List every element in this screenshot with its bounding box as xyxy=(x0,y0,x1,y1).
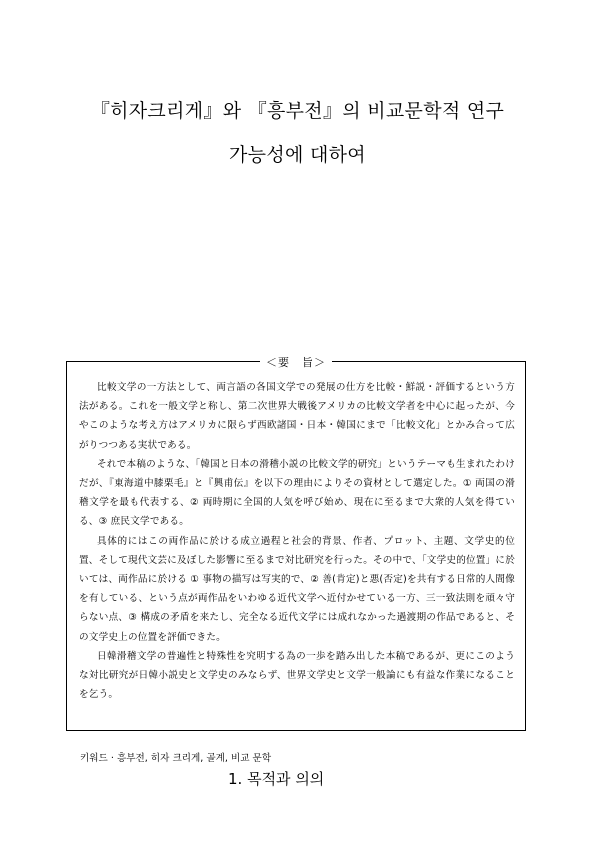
abstract-paragraph: 比較文学の一方法として、両言語の各国文学での発展の仕方を比較・鮮説・評価するという方法がある。これを一般文学と称し、第二次世界大戦後アメリカの比較文学者を中心に起ったが、今やこのような考え方はアメリカに限らず西欧諸国・日本・韓国にまで「比較文化」とかみ合って広がりつつある実状である。 xyxy=(79,382,515,451)
abstract-heading: ＜要 旨＞ xyxy=(260,354,332,370)
keywords-line: 키워드 · 흥부전, 히자 크리게, 골계, 비교 문학 xyxy=(80,753,272,764)
abstract-box xyxy=(66,356,526,731)
paper-title xyxy=(60,96,535,170)
section-heading: 1. 목적과 의의 xyxy=(228,770,325,788)
paper-title-line-2: 가능성에 대하여 xyxy=(229,144,366,166)
abstract-paragraph: それで本稿のような、「韓国と日本の滑稽小説の比較文学的研究」というテーマも生まれたわけだが、『東海道中膝栗毛』と『興甫伝』を以下の理由によりその資材として選定した。① 両国の滑稽文学を最も代表する、② 両時期に全国的人気を呼び始め、現在に至るまで大衆的人気を得ている、③ 庶民文学である。 xyxy=(79,458,515,528)
paper-title-line-1: 『히자크리게』와 『흥부전』의 비교문학적 연구 xyxy=(90,100,505,122)
abstract-body xyxy=(79,378,515,704)
abstract-paragraph: 具体的にはこの両作品に於ける成立過程と社会的背景、作者、プロット、主題、文学史的位置、そして現代文芸に及ぼした影響に至るまで対比研究を行った。その中で、「文学史的位置」に於いては、両作品に於ける ① 事物の描写は写実的で、② 善(肯定)と悪(否定)を共有する日常的人間像を有している、という点が両作品をいわゆる近代文学へ近付かせている一方、三一致法則を頑々守らない点、③ 構成の矛盾を来たし、完全なる近代文学には成れなかった過渡期の作品であると、その文学史上の位置を評価できた。 xyxy=(79,535,515,643)
abstract-paragraph: 日韓滑稽文学の普遍性と特殊性を究明する為の一歩を踏み出した本稿であるが、更にこのような対比研究が日韓小説史と文学史のみならず、世界文学史と文学一般論にも有益な作業になることを乞う。 xyxy=(79,650,515,701)
